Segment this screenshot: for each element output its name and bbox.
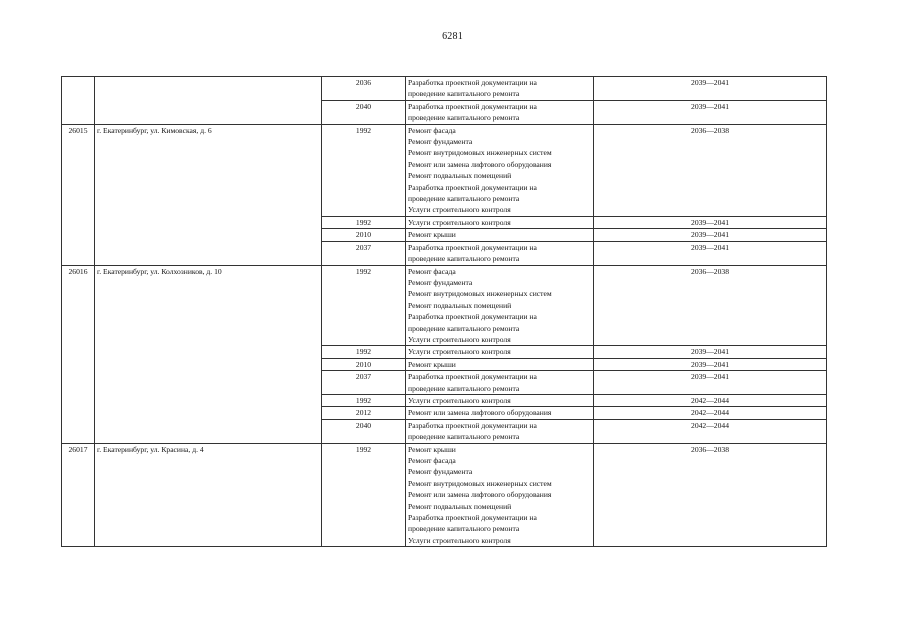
year-cell: 2037 xyxy=(322,241,406,265)
year-cell: 2012 xyxy=(322,407,406,419)
period-cell: 2039—2041 xyxy=(594,100,827,124)
address-cell: г. Екатеринбург, ул. Колхозников, д. 10 xyxy=(95,265,322,443)
year-cell: 1992 xyxy=(322,216,406,228)
address-cell: г. Екатеринбург, ул. Кимовская, д. 6 xyxy=(95,124,322,265)
work-item: Разработка проектной документации на xyxy=(408,312,537,322)
table-row xyxy=(62,124,827,216)
work-item: Разработка проектной документации на xyxy=(408,420,537,430)
page-number: 6281 xyxy=(442,31,463,42)
works-cell xyxy=(406,407,594,419)
period-cell: 2039—2041 xyxy=(594,371,827,395)
table-row xyxy=(62,77,827,101)
period-cell: 2039—2041 xyxy=(594,346,827,358)
address-cell: г. Екатеринбург, ул. Красина, д. 4 xyxy=(95,443,322,547)
work-item: Ремонт крыши xyxy=(408,359,456,369)
table-body xyxy=(62,77,827,547)
work-item: Ремонт фундамента xyxy=(408,137,473,147)
capital-repair-table xyxy=(61,76,827,547)
works-cell xyxy=(406,100,594,124)
work-item: Ремонт или замена лифтового оборудования xyxy=(408,408,552,418)
works-cell xyxy=(406,394,594,406)
year-cell: 2010 xyxy=(322,229,406,241)
works-cell xyxy=(406,229,594,241)
year-cell: 1992 xyxy=(322,394,406,406)
year-cell: 1992 xyxy=(322,443,406,547)
work-item: проведение капитального ремонта xyxy=(408,89,520,99)
period-cell: 2042—2044 xyxy=(594,407,827,419)
work-item: Ремонт внутридомовых инженерных систем xyxy=(408,148,552,158)
works-cell xyxy=(406,371,594,395)
work-item: проведение капитального ремонта xyxy=(408,194,520,204)
work-item: проведение капитального ремонта xyxy=(408,323,520,333)
work-item: проведение капитального ремонта xyxy=(408,432,520,442)
object-id-cell: 26016 xyxy=(62,265,95,443)
work-item: Разработка проектной документации на xyxy=(408,372,537,382)
works-cell xyxy=(406,241,594,265)
work-item: Ремонт или замена лифтового оборудования xyxy=(408,159,552,169)
period-cell: 2039—2041 xyxy=(594,241,827,265)
work-item: Разработка проектной документации на xyxy=(408,182,537,192)
period-cell: 2039—2041 xyxy=(594,358,827,370)
table-row xyxy=(62,265,827,346)
work-item: Услуги строительного контроля xyxy=(408,535,511,545)
work-item: Разработка проектной документации на xyxy=(408,101,537,111)
work-item: Услуги строительного контроля xyxy=(408,347,511,357)
year-cell: 2040 xyxy=(322,100,406,124)
year-cell: 2040 xyxy=(322,419,406,443)
work-item: Разработка проектной документации на xyxy=(408,242,537,252)
work-item: проведение капитального ремонта xyxy=(408,524,520,534)
work-item: Ремонт крыши xyxy=(408,230,456,240)
year-cell: 1992 xyxy=(322,124,406,216)
period-cell: 2036—2038 xyxy=(594,124,827,216)
work-item: проведение капитального ремонта xyxy=(408,254,520,264)
object-id-cell xyxy=(62,77,95,125)
work-item: Ремонт внутридомовых инженерных систем xyxy=(408,289,552,299)
work-item: Ремонт внутридомовых инженерных систем xyxy=(408,478,552,488)
year-cell: 2010 xyxy=(322,358,406,370)
year-cell: 1992 xyxy=(322,346,406,358)
works-cell xyxy=(406,358,594,370)
work-item: Разработка проектной документации на xyxy=(408,78,537,87)
work-item: Услуги строительного контроля xyxy=(408,217,511,227)
works-cell xyxy=(406,216,594,228)
period-cell: 2036—2038 xyxy=(594,443,827,547)
work-item: Ремонт подвальных помещений xyxy=(408,171,512,181)
work-item: Ремонт фасада xyxy=(408,266,456,276)
works-cell xyxy=(406,124,594,216)
period-cell: 2042—2044 xyxy=(594,394,827,406)
period-cell: 2039—2041 xyxy=(594,229,827,241)
period-cell: 2042—2044 xyxy=(594,419,827,443)
work-item: Услуги строительного контроля xyxy=(408,395,511,405)
period-cell: 2039—2041 xyxy=(594,216,827,228)
work-item: Ремонт фундамента xyxy=(408,467,473,477)
work-item: проведение капитального ремонта xyxy=(408,383,520,393)
works-cell xyxy=(406,265,594,346)
address-cell xyxy=(95,77,322,125)
object-id-cell: 26015 xyxy=(62,124,95,265)
work-item: Ремонт фасада xyxy=(408,125,456,135)
period-cell: 2039—2041 xyxy=(594,77,827,101)
year-cell: 1992 xyxy=(322,265,406,346)
work-item: проведение капитального ремонта xyxy=(408,113,520,123)
work-item: Ремонт крыши xyxy=(408,444,456,454)
year-cell: 2036 xyxy=(322,77,406,101)
work-item: Ремонт подвальных помещений xyxy=(408,300,512,310)
works-cell xyxy=(406,77,594,101)
work-item: Ремонт или замена лифтового оборудования xyxy=(408,490,552,500)
year-cell: 2037 xyxy=(322,371,406,395)
work-item: Ремонт подвальных помещений xyxy=(408,501,512,511)
works-cell xyxy=(406,346,594,358)
table-row xyxy=(62,443,827,547)
period-cell: 2036—2038 xyxy=(594,265,827,346)
work-item: Услуги строительного контроля xyxy=(408,205,511,215)
work-item: Разработка проектной документации на xyxy=(408,513,537,523)
work-item: Ремонт фундамента xyxy=(408,277,473,287)
work-item: Ремонт фасада xyxy=(408,456,456,465)
works-cell xyxy=(406,419,594,443)
object-id-cell: 26017 xyxy=(62,443,95,547)
work-item: Услуги строительного контроля xyxy=(408,334,511,344)
works-cell xyxy=(406,443,594,547)
